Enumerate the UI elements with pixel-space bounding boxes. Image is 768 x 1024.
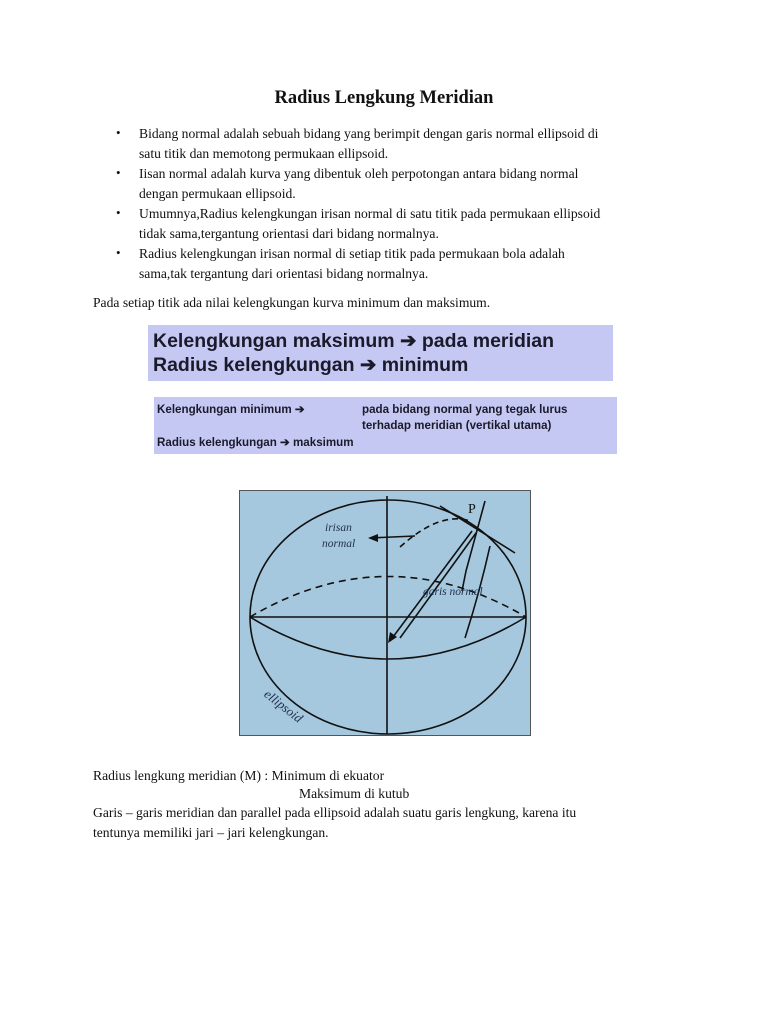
- ellipsoid-diagram: [239, 490, 531, 736]
- box1-line1: Kelengkungan maksimum ➔ pada meridian: [153, 330, 555, 352]
- normal-label: normal: [322, 538, 356, 550]
- ellipsoid-label: ellipsoid: [261, 686, 306, 726]
- bullet-text: Umumnya,Radius kelengkungan irisan normal di satu titik pada permukaan ellipsoid: [139, 206, 601, 221]
- bullet-icon: •: [116, 245, 121, 260]
- bullet-icon: •: [116, 205, 121, 220]
- footer-line4: tentunya memiliki jari – jari kelengkungan.: [93, 825, 329, 840]
- bullet-text: Bidang normal adalah sebuah bidang yang berimpit dengan garis normal ellipsoid di: [139, 126, 599, 141]
- irisan-label: irisan: [325, 522, 352, 534]
- bullet-text: sama,tak tergantung dari orientasi bidang normalnya.: [139, 266, 429, 281]
- footer-line2: Maksimum di kutub: [299, 786, 410, 801]
- bullet-text: Radius kelengkungan irisan normal di setiap titik pada permukaan bola adalah: [139, 246, 565, 261]
- intro-paragraph: Pada setiap titik ada nilai kelengkungan kurva minimum dan maksimum.: [93, 295, 491, 310]
- box2-line3: Radius kelengkungan ➔ maksimum: [157, 436, 354, 449]
- bullet-text: tidak sama,tergantung orientasi dari bidang normalnya.: [139, 226, 439, 241]
- point-p-label: P: [468, 502, 476, 517]
- page-title: Radius Lengkung Meridian: [274, 88, 494, 108]
- bullet-text: dengan permukaan ellipsoid.: [139, 186, 296, 201]
- normal-section-dashed: [400, 519, 470, 547]
- box2-right2: terhadap meridian (vertikal utama): [362, 419, 552, 432]
- equator-back: [250, 577, 526, 618]
- equator-front: [250, 617, 526, 659]
- bullet-icon: •: [116, 125, 121, 140]
- footer-line3: Garis – garis meridian dan parallel pada ellipsoid adalah suatu garis lengkung, karena itu: [93, 805, 577, 820]
- footer-line1: Radius lengkung meridian (M) : Minimum di ekuator: [93, 768, 385, 783]
- bullet-icon: •: [116, 165, 121, 180]
- max-curvature-box: [148, 325, 613, 381]
- box1-line2: Radius kelengkungan ➔ minimum: [153, 354, 469, 376]
- min-curvature-box: [154, 397, 617, 454]
- arrow-head-icon: [368, 534, 378, 542]
- box2-right1: pada bidang normal yang tegak lurus: [362, 403, 568, 416]
- bullet-text: Iisan normal adalah kurva yang dibentuk oleh perpotongan antara bidang normal: [139, 166, 579, 181]
- box2-left1: Kelengkungan minimum ➔: [157, 403, 305, 416]
- bullet-text: satu titik dan memotong permukaan ellipsoid.: [139, 146, 389, 161]
- garis-normal-label: garis normal: [423, 586, 483, 598]
